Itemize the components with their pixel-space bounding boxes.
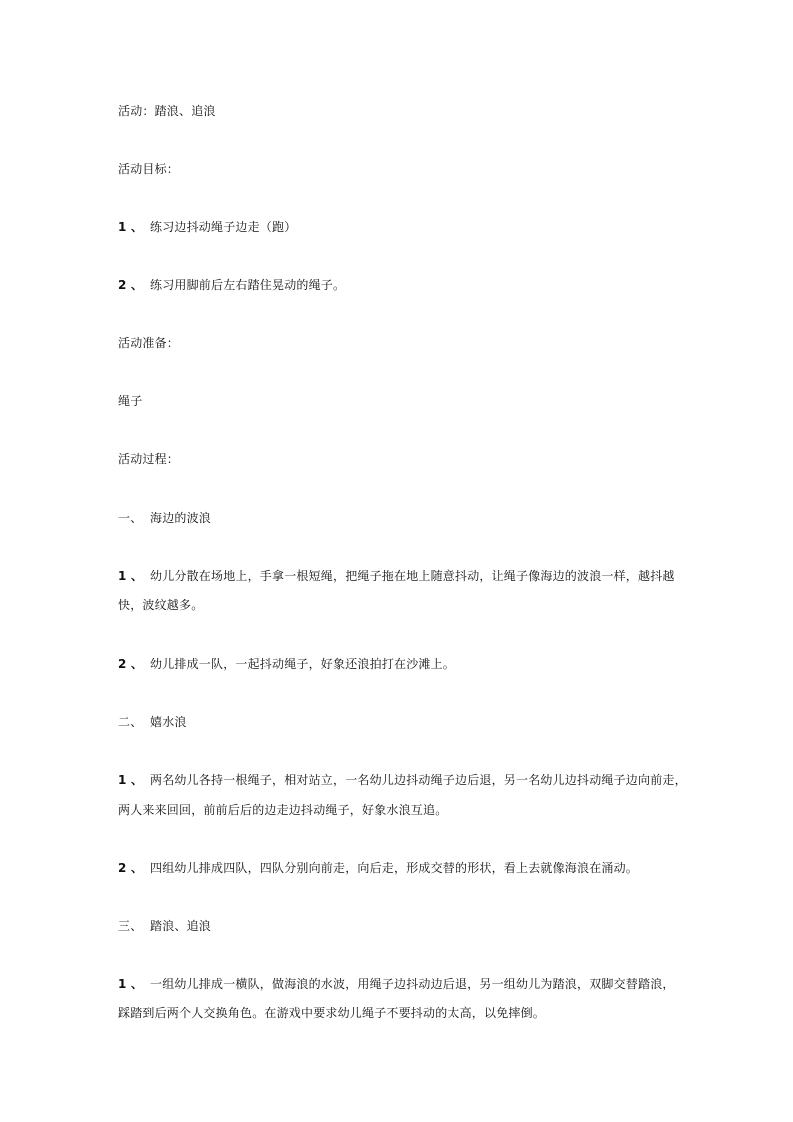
section-1-step-1-text: 幼儿分散在场地上，手拿一根短绳，把绳子拖在地上随意抖动，让绳子像海边的波浪一样，越抖越 [150, 569, 675, 583]
section-1-step-1-continued-text: 快，波纹越多。 [118, 598, 204, 612]
section-2-step-1 [118, 772, 687, 788]
section-1-heading [118, 510, 211, 526]
section-3-step-1-text: 一组幼儿排成一横队，做海浪的水波，用绳子边抖动边后退，另一组幼儿为踏浪，双脚交替踏浪， [150, 977, 675, 991]
section-2-heading [118, 714, 187, 730]
goal-item-1-text: 练习边抖动绳子边走（跑） [150, 220, 297, 234]
section-2-number: 二、 [118, 715, 143, 729]
activity-title-text: 活动：踏浪、追浪 [118, 104, 216, 118]
section-3-step-1-continued [118, 1005, 545, 1021]
section-3-heading [118, 918, 211, 934]
process-heading [118, 451, 179, 467]
section-2-step-2-text: 四组幼儿排成四队，四队分别向前走，向后走，形成交替的形状，看上去就像海浪在涌动。 [150, 861, 639, 875]
section-1-step-1-number: 1 、 [118, 569, 144, 583]
section-1-step-1-continued [118, 597, 203, 613]
process-heading-text: 活动过程： [118, 452, 180, 466]
section-3-step-1-continued-text: 踩踏到后两个人交换角色。在游戏中要求幼儿绳子不要抖动的太高，以免摔倒。 [118, 1006, 546, 1020]
goals-heading-text: 活动目标： [118, 162, 180, 176]
section-3-step-1-number: 1 、 [118, 977, 144, 991]
goal-item-2 [118, 277, 345, 293]
section-2-step-2 [118, 860, 638, 876]
goals-heading [118, 161, 179, 177]
goal-item-2-text: 练习用脚前后左右踏住晃动的绳子。 [150, 278, 346, 292]
section-2-step-2-number: 2 、 [118, 861, 144, 875]
preparation-item-text: 绳子 [118, 394, 143, 408]
section-1-step-2 [118, 656, 455, 672]
section-1-number: 一、 [118, 511, 143, 525]
section-1-step-1 [118, 568, 675, 584]
preparation-heading-text: 活动准备： [118, 336, 180, 350]
section-2-step-1-continued [118, 802, 447, 818]
section-2-step-1-text: 两名幼儿各持一根绳子，相对站立，一名幼儿边抖动绳子边后退，另一名幼儿边抖动绳子边向前走， [150, 773, 687, 787]
section-1-title: 海边的波浪 [150, 511, 212, 525]
activity-title [118, 103, 216, 119]
section-1-step-2-text: 幼儿排成一队，一起抖动绳子，好象还浪拍打在沙滩上。 [150, 657, 456, 671]
section-3-title: 踏浪、追浪 [150, 919, 212, 933]
goal-item-2-number: 2 、 [118, 278, 144, 292]
section-2-title: 嬉水浪 [150, 715, 187, 729]
section-3-number: 三、 [118, 919, 143, 933]
goal-item-1 [118, 219, 296, 235]
goal-item-1-number: 1 、 [118, 220, 144, 234]
section-3-step-1 [118, 976, 675, 992]
section-2-step-1-continued-text: 两人来来回回，前前后后的边走边抖动绳子，好象水浪互追。 [118, 803, 448, 817]
section-2-step-1-number: 1 、 [118, 773, 144, 787]
preparation-heading [118, 335, 179, 351]
section-1-step-2-number: 2 、 [118, 657, 144, 671]
preparation-item [118, 393, 142, 409]
